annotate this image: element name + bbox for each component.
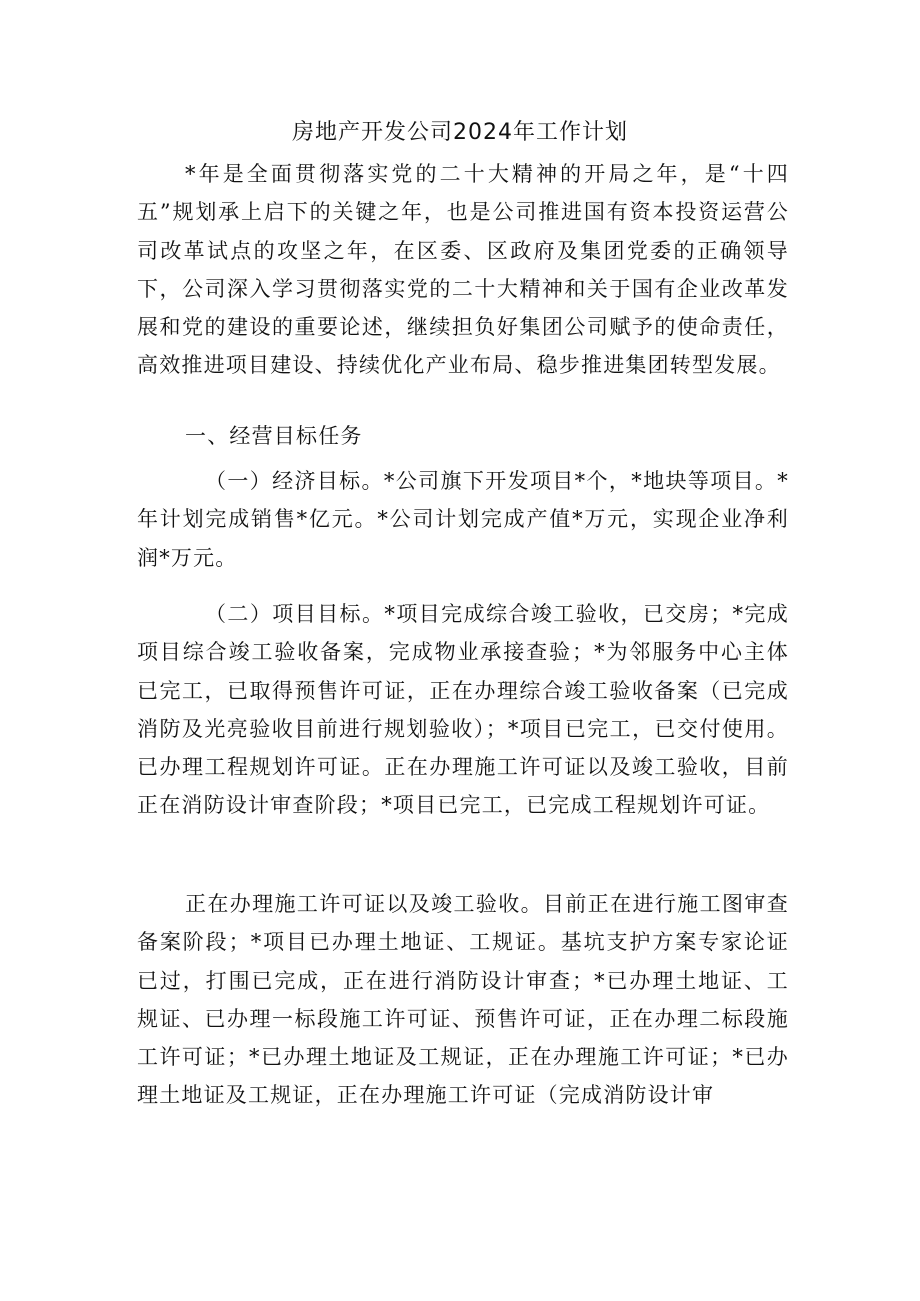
paragraph-continuation: 正在办理施工许可证以及竣工验收。目前正在进行施工图审查备案阶段；*项目已办理土地证、工规证。基坑支护方案专家论证已过，打围已完成，正在进行消防设计审查；*已办理土地证、工规证、已办理一标段施工许可证、预售许可证，正在办理二标段施工许可证；*已办理土地证及工规证，正在办理施工许可证；*已办理土地证及工规证，正在办理施工许可证（完成消防设计审 xyxy=(137,892,789,1108)
paragraph-project-target: （二）项目目标。*项目完成综合竣工验收，已交房；*完成项目综合竣工验收备案，完成物业承接查验；*为邻服务中心主体已完工，已取得预售许可证，正在办理综合竣工验收备案（已完成消防及光亮验收目前进行规划验收）；*项目已完工，已交付使用。已办理工程规划许可证。正在办理施工许可证以及竣工验收，目前正在消防设计审查阶段；*项目已完工，已完成工程规划许可证。 xyxy=(137,602,789,818)
paragraph-economic-target: （一）经济目标。*公司旗下开发项目*个，*地块等项目。*年计划完成销售*亿元。*公司计划完成产值*万元，实现企业净利润*万元。 xyxy=(137,469,789,570)
document-title: 房地产开发公司2024年工作计划 xyxy=(292,120,628,145)
section-heading: 一、经营目标任务 xyxy=(185,424,363,448)
paragraph-intro: *年是全面贯彻落实党的二十大精神的开局之年，是“十四五”规划承上启下的关键之年，也是公司推进国有资本投资运营公司改革试点的攻坚之年，在区委、区政府及集团党委的正确领导下，公司深入学习贯彻落实党的二十大精神和关于国有企业改革发展和党的建设的重要论述，继续担负好集团公司赋予的使命责任，高效推进项目建设、持续优化产业布局、稳步推进集团转型发展。 xyxy=(137,162,789,378)
